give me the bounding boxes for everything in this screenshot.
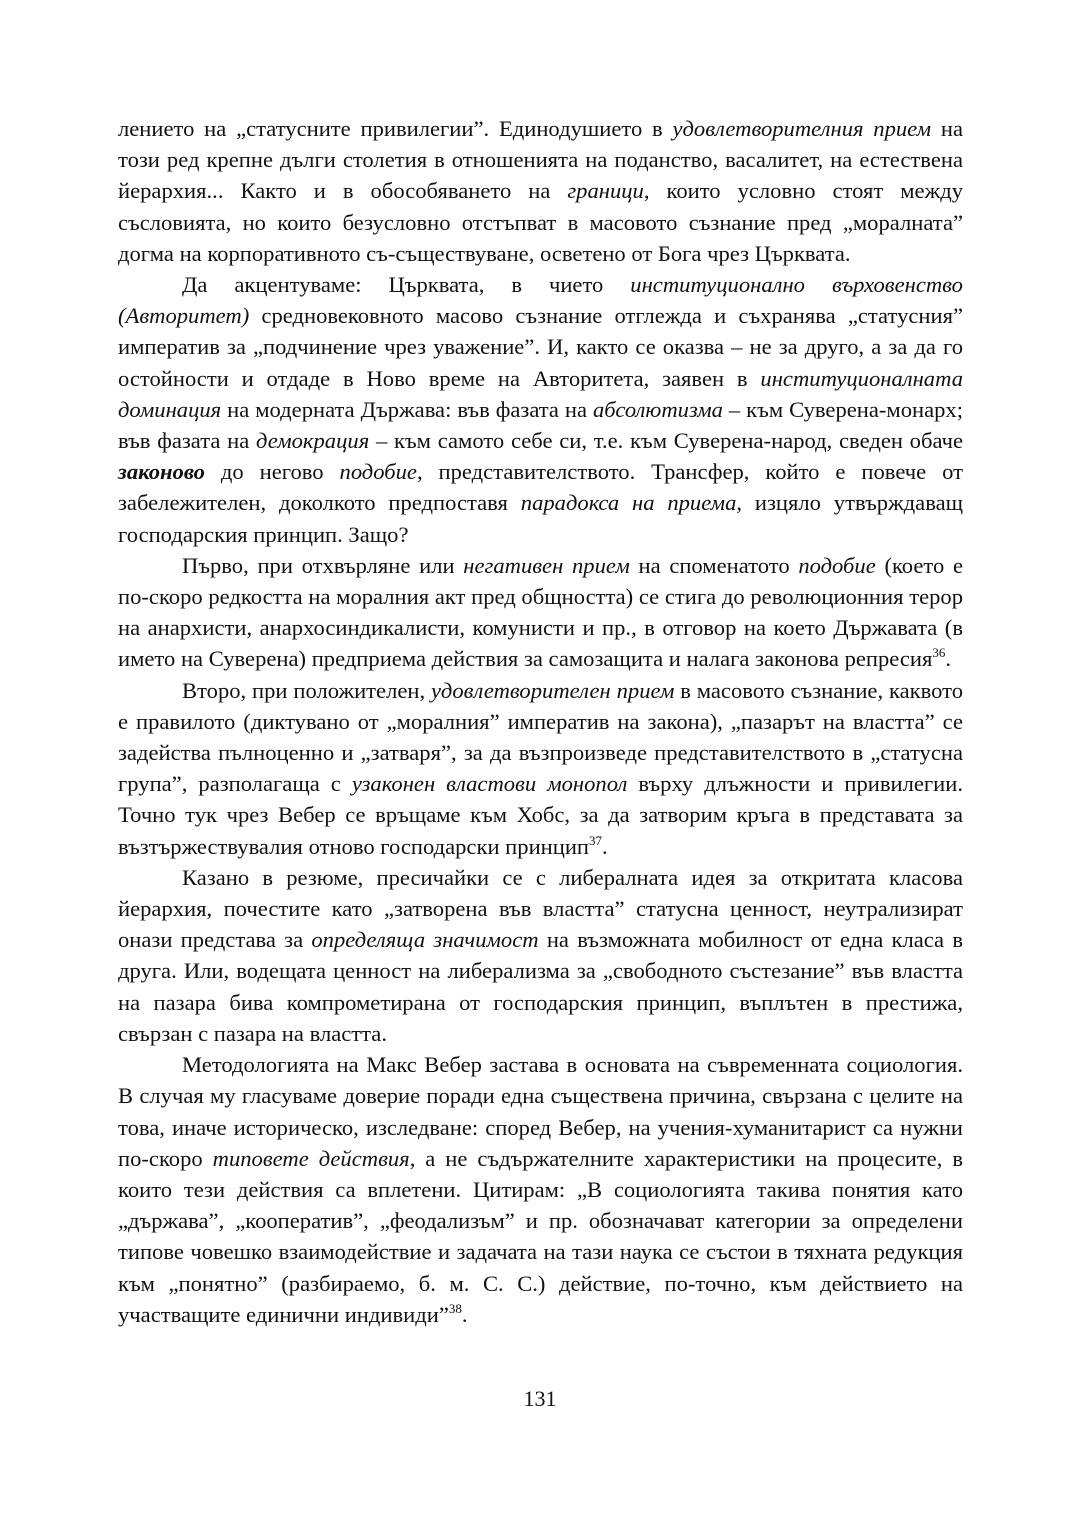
emphasis: парадокса на приема [520, 490, 737, 516]
text-run: лението на „статусните привилегии”. Единодушието в [118, 116, 673, 141]
text-run: , а не съдържателните характеристики на процесите, в които тези действия са вплетени. Цитирам: „В социологията такива понятия като „държава”, „кооператив”, „феодализъм” и пр. обозначават категории за определени типове човешко взаимодействие и задачата на тази наука се състои в тяхната редукция към „понятно” (разбираемо, б. м. С. С.) действие, по-точно, към действието на участващите единични индивиди” [118, 1145, 963, 1327]
emphasis: определяща значимост [311, 927, 539, 953]
paragraph [118, 675, 963, 862]
page-number: 131 [523, 1386, 557, 1411]
text-run: . [461, 1301, 468, 1327]
paragraph [118, 269, 963, 550]
text-run: Методологията на Макс Вебер застава в основата на съвременната социология. В случая му гласуваме доверие поради една съществена причина, свързана с целите на това, иначе историческо, изследване: според Вебер, на учения-хуманитарист са нужни по-скоро [118, 1052, 963, 1171]
text-run: . [602, 833, 608, 859]
bold-wrapper [118, 459, 205, 484]
emphasis: негативен прием [463, 552, 630, 578]
text-run: на модерната Държава: във фазата на [221, 396, 593, 422]
text-run: върху длъжности и привилегии. Точно тук чрез Вебер се връщаме към Хобс, за да затворим кръга в представата за възтържествувалия отново господарски принцип [118, 771, 964, 859]
emphasis: институционално върховенство (Авторитет) [118, 272, 963, 329]
text-run: в масовото съзнание, каквото е правилото (диктувано от „моралния” императив на закона), „пазарът на властта” се задейства пълноценно и „затваря”, за да възпроизведе представителството в „статусна група”, разполагаща с [118, 677, 963, 797]
footnote-ref: 36 [932, 645, 946, 661]
emphasis: узаконен властови монопол [351, 771, 628, 797]
text-run: Казано в резюме, пресичайки се с либералната идея за откритата класова йерархия, почестите като „затворена във властта” статусна ценност, неутрализират онази представа за [118, 864, 963, 953]
emphasis: граници [567, 178, 644, 204]
paragraph [118, 550, 963, 675]
emphasis: подобие [798, 552, 876, 578]
emphasis: типовете действия [212, 1145, 410, 1171]
emphasis-bold-italic: законово [118, 459, 205, 485]
text-run: Второ, при положителен, [182, 677, 431, 703]
text-run: , изцяло утвърждаващ господарския принцип. Защо? [118, 490, 963, 547]
text-run: средновековното масово съзнание отглежда и съхранява „статусния” императив за „подчинение чрез уважение”. И, както се оказва – не за друго, а за да го остойности и отдаде в Ново време на Авторитета, заявен в [118, 303, 963, 391]
emphasis: институционалната доминация [118, 365, 963, 422]
emphasis: демокрация [256, 428, 370, 454]
emphasis: подобие [339, 459, 417, 485]
paragraph [118, 862, 963, 1049]
emphasis: абсолютизма [593, 396, 723, 422]
text-run: , които условно стоят между съсловията, но които безусловно отстъпват в масовото съзнание пред „моралната” догма на корпоративното съ-съществуване, осветено от Бога чрез Църквата. [118, 178, 963, 266]
footnote-ref: 38 [448, 1300, 462, 1316]
text-run: на този ред крепне дълги столетия в отношенията на поданство, васалитет, на естествена йерархия... Както и в обособяването на [118, 116, 963, 204]
text-run: – към самото себе си, т.е. към Суверена-народ, сведен обаче [369, 428, 963, 454]
text-run: до негово [204, 459, 340, 485]
text-run: , представителството. Трансфер, който е повече от забележителен, доколкото предпоставя [118, 459, 964, 516]
text-run: (което е по-скоро редкостта на моралния акт пред общността) се стига до революционния терор на анархисти, анархосиндикалисти, комунисти и пр., в отговор на което Държавата (в името на Суверена) предприема действия за самозащита и налага законова репресия [118, 552, 964, 672]
paragraph [118, 113, 963, 269]
emphasis: удовлетворителен прием [430, 677, 675, 703]
text-run: на възможната мобилност от една класа в друга. Или, водещата ценност на либерализма за „свободното състезание” във властта на пазара бива компрометирана от господарския принцип, въплътен в престижа, свързан с пазара на властта. [118, 927, 963, 1046]
text-run: . [945, 646, 952, 672]
text-run: Да акцентуваме: Църквата, в чието [182, 272, 631, 298]
text-run: Първо, при отхвърляне или [182, 552, 464, 578]
emphasis: удовлетворителния прием [672, 116, 932, 141]
text-run: – към Суверена-монарх; във фазата на [118, 396, 963, 454]
text-run: на споменатото [629, 552, 799, 578]
document-body [118, 113, 963, 1330]
paragraph [118, 1049, 963, 1330]
footnote-ref: 37 [589, 832, 603, 848]
